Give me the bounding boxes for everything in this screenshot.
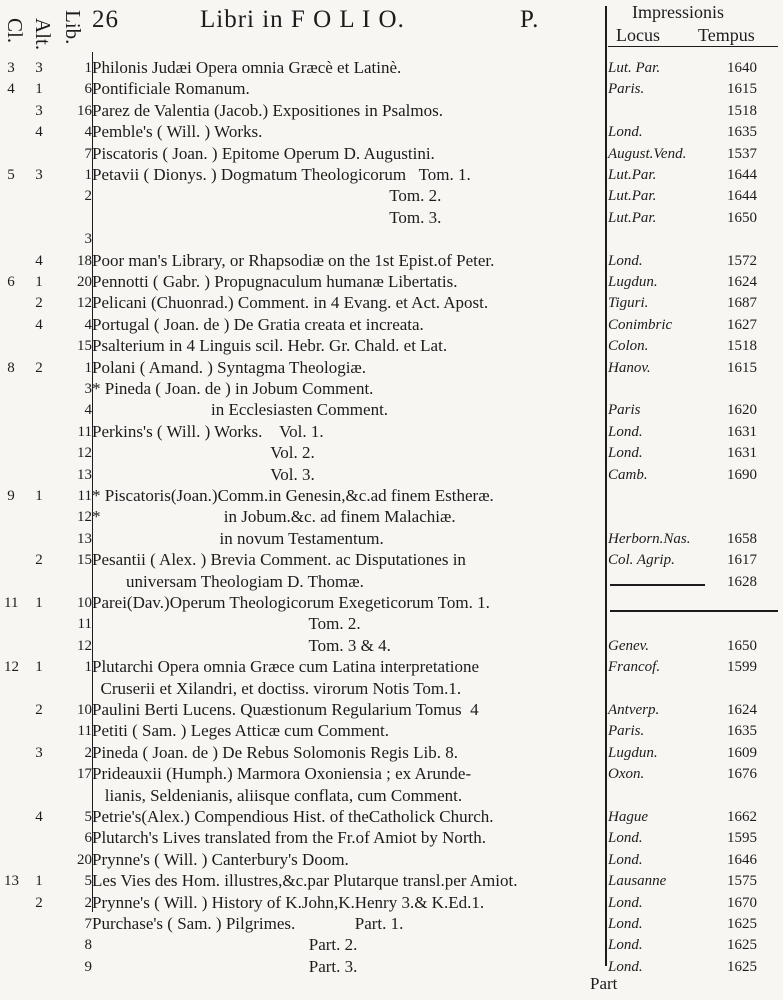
catalogue-entry [0,786,783,806]
imprint-place: Francof. [608,659,661,676]
catalogue-entry [0,165,783,185]
catalogue-entry [0,486,783,506]
entry-title: * Pineda ( Joan. de ) in Jobum Comment. [92,379,374,398]
entry-title: Tom. 2. [92,186,442,206]
catalogue-entry [0,208,783,228]
altitude-number: 2 [35,295,43,312]
entry-title: Polani ( Amand. ) Syntagma Theologiæ. [92,357,367,377]
page-title: Libri in F O L I O. [200,6,405,33]
book-number: 10 [77,595,92,611]
book-number: 5 [84,873,92,890]
altitude-number: 3 [35,102,43,119]
imprint-place: Lond. [608,958,643,975]
imprint-place: Herborn.Nas. [608,530,691,547]
entry-title: in Ecclesiasten Comment. [92,400,389,420]
book-number: 7 [84,145,92,162]
entry-title: Parei(Dav.)Operum Theologicorum Exegeticorum Tom. 1. [92,593,490,612]
alt-column-heading: Alt. [31,18,55,51]
imprint-place: Lut.Par. [608,209,657,226]
imprint-place: Lugdun. [608,274,658,290]
altitude-number: 1 [35,659,43,676]
class-number: 5 [7,167,15,183]
book-number: 4 [84,402,92,419]
imprint-year: 1644 [727,167,757,183]
catalogue-entry [0,700,783,720]
entry-title: in novum Testamentum. [92,528,384,548]
entry-title: Paulini Berti Lucens. Quæstionum Regularium Tomus 4 [92,700,479,719]
imprint-place: Lut. Par. [608,60,661,76]
book-number: 11 [77,616,92,633]
book-number: 20 [77,851,92,868]
catalogue-entry [0,614,783,634]
imprint-year: 1658 [727,530,757,547]
book-number: 3 [84,231,92,248]
catalogue-entry [0,914,783,934]
altitude-number: 2 [35,552,43,569]
book-number: 4 [84,124,92,141]
catalogue-entry [0,721,783,741]
book-number: 2 [84,894,92,911]
book-number: 5 [84,809,92,825]
entry-title: Psalterium in 4 Linguis scil. Hebr. Gr. Chald. et Lat. [92,336,448,356]
entry-title: lianis, Seldenianis, aliisque conflata, cum Comment. [92,785,463,805]
entry-title: * Piscatoris(Joan.)Comm.in Genesin,&c.ad finem Estheræ. [92,486,494,505]
altitude-number: 1 [35,488,43,504]
imprint-place: Lond. [608,124,643,141]
imprint-year: 1670 [727,894,757,911]
imprint-place: Lugdun. [608,744,658,761]
catalogue-entry [0,893,783,913]
entry-title: Cruserii et Xilandri, et doctiss. virorum Notis Tom.1. [92,678,462,698]
imprint-year: 1624 [727,702,757,718]
catalogue-entry [0,572,783,592]
catalogue-entry [0,336,783,356]
imprint-place: Genev. [608,637,649,654]
entry-title: * in Jobum.&c. ad finem Malachiæ. [92,507,456,527]
book-number: 20 [77,274,92,290]
imprint-year: 1640 [727,60,757,76]
catalogue-entry [0,636,783,656]
class-number: 8 [7,359,15,376]
catalogue-entry [0,58,783,78]
book-number: 18 [77,252,92,269]
entry-title: Petiti ( Sam. ) Leges Atticæ cum Comment. [92,721,389,741]
impressionis-heading: Impressionis [632,2,724,22]
imprint-year: 1518 [727,338,757,355]
class-number: 9 [7,488,15,504]
imprint-year: 1631 [727,423,757,440]
catalogue-entry [0,358,783,378]
imprint-place: Antverp. [608,702,660,718]
altitude-number: 2 [35,359,43,376]
catalogue-entry [0,657,783,677]
altitude-number: 1 [35,873,43,890]
entry-title: Pesantii ( Alex. ) Brevia Comment. ac Disputationes in [92,550,466,570]
book-number: 11 [77,423,92,440]
entry-title: Prynne's ( Will. ) Canterbury's Doom. [92,849,349,869]
entry-title: Vol. 3. [92,464,315,484]
catchword: Part [590,974,618,993]
imprint-place: Lut.Par. [608,167,657,183]
catalogue-entry [0,251,783,271]
imprint-year: 1644 [727,188,757,205]
catalogue-entry [0,186,783,206]
imprint-place: Lond. [608,252,643,269]
book-number: 1 [84,359,92,376]
entry-title: Pelicani (Chuonrad.) Comment. in 4 Evang. et Act. Apost. [92,293,489,313]
entry-title: Tom. 2. [92,614,361,634]
imprint-place: Lond. [608,937,643,954]
catalogue-entry [0,79,783,99]
entry-title: Plutarch's Lives translated from the Fr.of Amiot by North. [92,828,487,848]
catalogue-entry [0,550,783,570]
altitude-number: 4 [35,252,43,269]
class-number: 11 [4,595,19,611]
book-number: 12 [77,295,92,312]
imprint-place: Col. Agrip. [608,552,675,569]
entry-title: Prynne's ( Will. ) History of K.John,K.Henry 3.& K.Ed.1. [92,892,485,912]
imprint-year: 1624 [727,274,757,290]
imprint-year: 1609 [727,744,757,761]
entry-title: Piscatoris ( Joan. ) Epitome Operum D. Augustini. [92,143,435,163]
book-number: 2 [84,188,92,205]
imprint-year: 1625 [727,916,757,932]
entry-title: Tom. 3. [92,207,442,227]
entry-title: Prideauxii (Humph.) Marmora Oxoniensia ; ex Arunde- [92,764,472,784]
altitude-number: 4 [35,316,43,333]
catalogue-entry [0,422,783,442]
imprint-year: 1625 [727,937,757,954]
altitude-number: 2 [35,702,43,718]
catalogue-entry [0,871,783,891]
class-number: 4 [7,81,15,98]
book-number: 7 [84,916,92,932]
altitude-number: 2 [35,894,43,911]
book-number: 12 [77,509,92,526]
imprint-year: 1650 [727,637,757,654]
imprint-year: 1646 [727,851,757,868]
catalogue-entry [0,807,783,827]
imprint-year: 1625 [727,958,757,975]
imprint-year: 1635 [727,723,757,740]
imprint-place: Lond. [608,916,643,932]
imprint-place: August.Vend. [608,145,687,162]
entry-title: Pennotti ( Gabr. ) Propugnaculum humanæ Libertatis. [92,272,458,291]
entry-title: Vol. 2. [92,443,315,463]
catalogue-entry [0,593,783,613]
entry-title: Pineda ( Joan. de ) De Rebus Solomonis Regis Lib. 8. [92,742,458,762]
imprint-year: 1676 [727,766,757,783]
imprint-place: Lond. [608,894,643,911]
entry-title: Les Vies des Hom. illustres,&c.par Plutarque transl.per Amiot. [92,871,518,891]
catalogue-entry [0,529,783,549]
book-number: 13 [77,530,92,547]
imprint-place: Lausanne [608,873,667,890]
cl-column-heading: Cl. [3,18,27,44]
imprint-year: 1615 [727,81,757,98]
catalogue-entry [0,229,783,249]
catalogue-entry [0,293,783,313]
entry-title: Parez de Valentia (Jacob.) Expositiones in Psalmos. [92,100,443,120]
section-letter: P. [520,6,540,33]
imprint-place: Tiguri. [608,295,649,312]
book-number: 1 [84,60,92,76]
altitude-number: 1 [35,81,43,98]
book-number: 15 [77,552,92,569]
book-number: 8 [84,937,92,954]
imprint-year: 1615 [727,359,757,376]
book-number: 6 [84,81,92,98]
lib-column-heading: Lib. [61,10,85,45]
imprint-place: Lond. [608,851,643,868]
entry-title: universam Theologiam D. Thomæ. [92,571,364,591]
book-number: 1 [84,659,92,676]
imprint-year: 1518 [727,102,757,119]
catalogue-entry [0,507,783,527]
book-number: 9 [84,958,92,975]
catalogue-entry [0,935,783,955]
header-rule [608,46,778,47]
book-number: 2 [84,744,92,761]
imprint-place: Lut.Par. [608,188,657,205]
imprint-year: 1690 [727,466,757,483]
book-number: 11 [77,723,92,740]
catalogue-entry [0,679,783,699]
imprint-place: Paris. [608,81,645,98]
entry-title: Petavii ( Dionys. ) Dogmatum Theologicorum Tom. 1. [92,165,471,184]
altitude-number: 1 [35,274,43,290]
catalogue-entry [0,272,783,292]
page-number: 26 [92,6,119,33]
catalogue-entry [0,828,783,848]
class-number: 12 [4,659,19,676]
entry-title: Perkins's ( Will. ) Works. Vol. 1. [92,421,324,441]
catalogue-entry [0,850,783,870]
altitude-number: 3 [35,167,43,183]
catalogue-entry [0,122,783,142]
book-number: 6 [84,830,92,847]
imprint-place: Paris [608,402,641,419]
entry-title: Tom. 3 & 4. [92,635,391,655]
book-number: 12 [77,445,92,462]
entry-title: Petrie's(Alex.) Compendious Hist. of theCatholick Church. [92,807,494,826]
catalogue-entry [0,144,783,164]
entry-title: Part. 2. [92,935,358,955]
book-number: 15 [77,338,92,355]
altitude-number: 4 [35,124,43,141]
imprint-place: Lond. [608,830,643,847]
imprint-place: Lond. [608,445,643,462]
book-number: 12 [77,637,92,654]
imprint-year: 1627 [727,316,757,333]
entry-title: Pontificiale Romanum. [92,79,250,99]
tempus-heading: Tempus [698,25,755,45]
class-number: 13 [4,873,19,890]
entry-title: Portugal ( Joan. de ) De Gratia creata et increata. [92,314,424,334]
imprint-year: 1635 [727,124,757,141]
imprint-year: 1620 [727,402,757,419]
catalogue-entry [0,764,783,784]
entry-title: Plutarchi Opera omnia Græce cum Latina interpretatione [92,657,480,677]
catalogue-entry [0,379,783,399]
imprint-place: Colon. [608,338,649,355]
imprint-place: Camb. [608,466,648,483]
imprint-year: 1575 [727,873,757,890]
imprint-place: Hanov. [608,359,651,376]
altitude-number: 3 [35,60,43,76]
imprint-year: 1572 [727,252,757,269]
imprint-place: Conimbric [608,316,673,333]
imprint-year: 1617 [727,552,757,569]
catalogue-entry [0,101,783,121]
imprint-place: Oxon. [608,766,645,783]
book-number: 16 [77,102,92,119]
book-number: 17 [77,766,92,783]
catalogue-entry [0,315,783,335]
book-number: 1 [84,167,92,183]
book-number: 3 [84,381,92,397]
altitude-number: 4 [35,809,43,825]
catalogue-entry [0,465,783,485]
entry-title: Poor man's Library, or Rhapsodiæ on the 1st Epist.of Peter. [92,250,495,270]
imprint-place: Lond. [608,423,643,440]
altitude-number: 3 [35,744,43,761]
book-number: 4 [84,316,92,333]
catalogue-entry [0,443,783,463]
imprint-year: 1650 [727,209,757,226]
entry-title: Pemble's ( Will. ) Works. [92,122,263,142]
imprint-year: 1662 [727,809,757,825]
book-number: 10 [77,702,92,718]
altitude-number: 1 [35,595,43,611]
entry-title: Philonis Judæi Opera omnia Græcè et Latinè. [92,58,402,77]
entry-title: Purchase's ( Sam. ) Pilgrimes. Part. 1. [92,914,404,933]
book-number: 11 [77,488,92,504]
class-number: 6 [7,274,15,290]
locus-heading: Locus [616,25,660,45]
imprint-place: Paris. [608,723,645,740]
class-number: 3 [7,60,15,76]
imprint-year: 1687 [727,295,757,312]
imprint-year: 1599 [727,659,757,676]
imprint-year: 1631 [727,445,757,462]
catalogue-entry [0,743,783,763]
imprint-year: 1628 [727,573,757,590]
entry-title: Part. 3. [92,956,358,976]
catalogue-entry [0,400,783,420]
book-number: 13 [77,466,92,483]
catalogue-entry [0,957,783,977]
imprint-year: 1595 [727,830,757,847]
imprint-year: 1537 [727,145,757,162]
imprint-place: Hague [608,809,648,825]
